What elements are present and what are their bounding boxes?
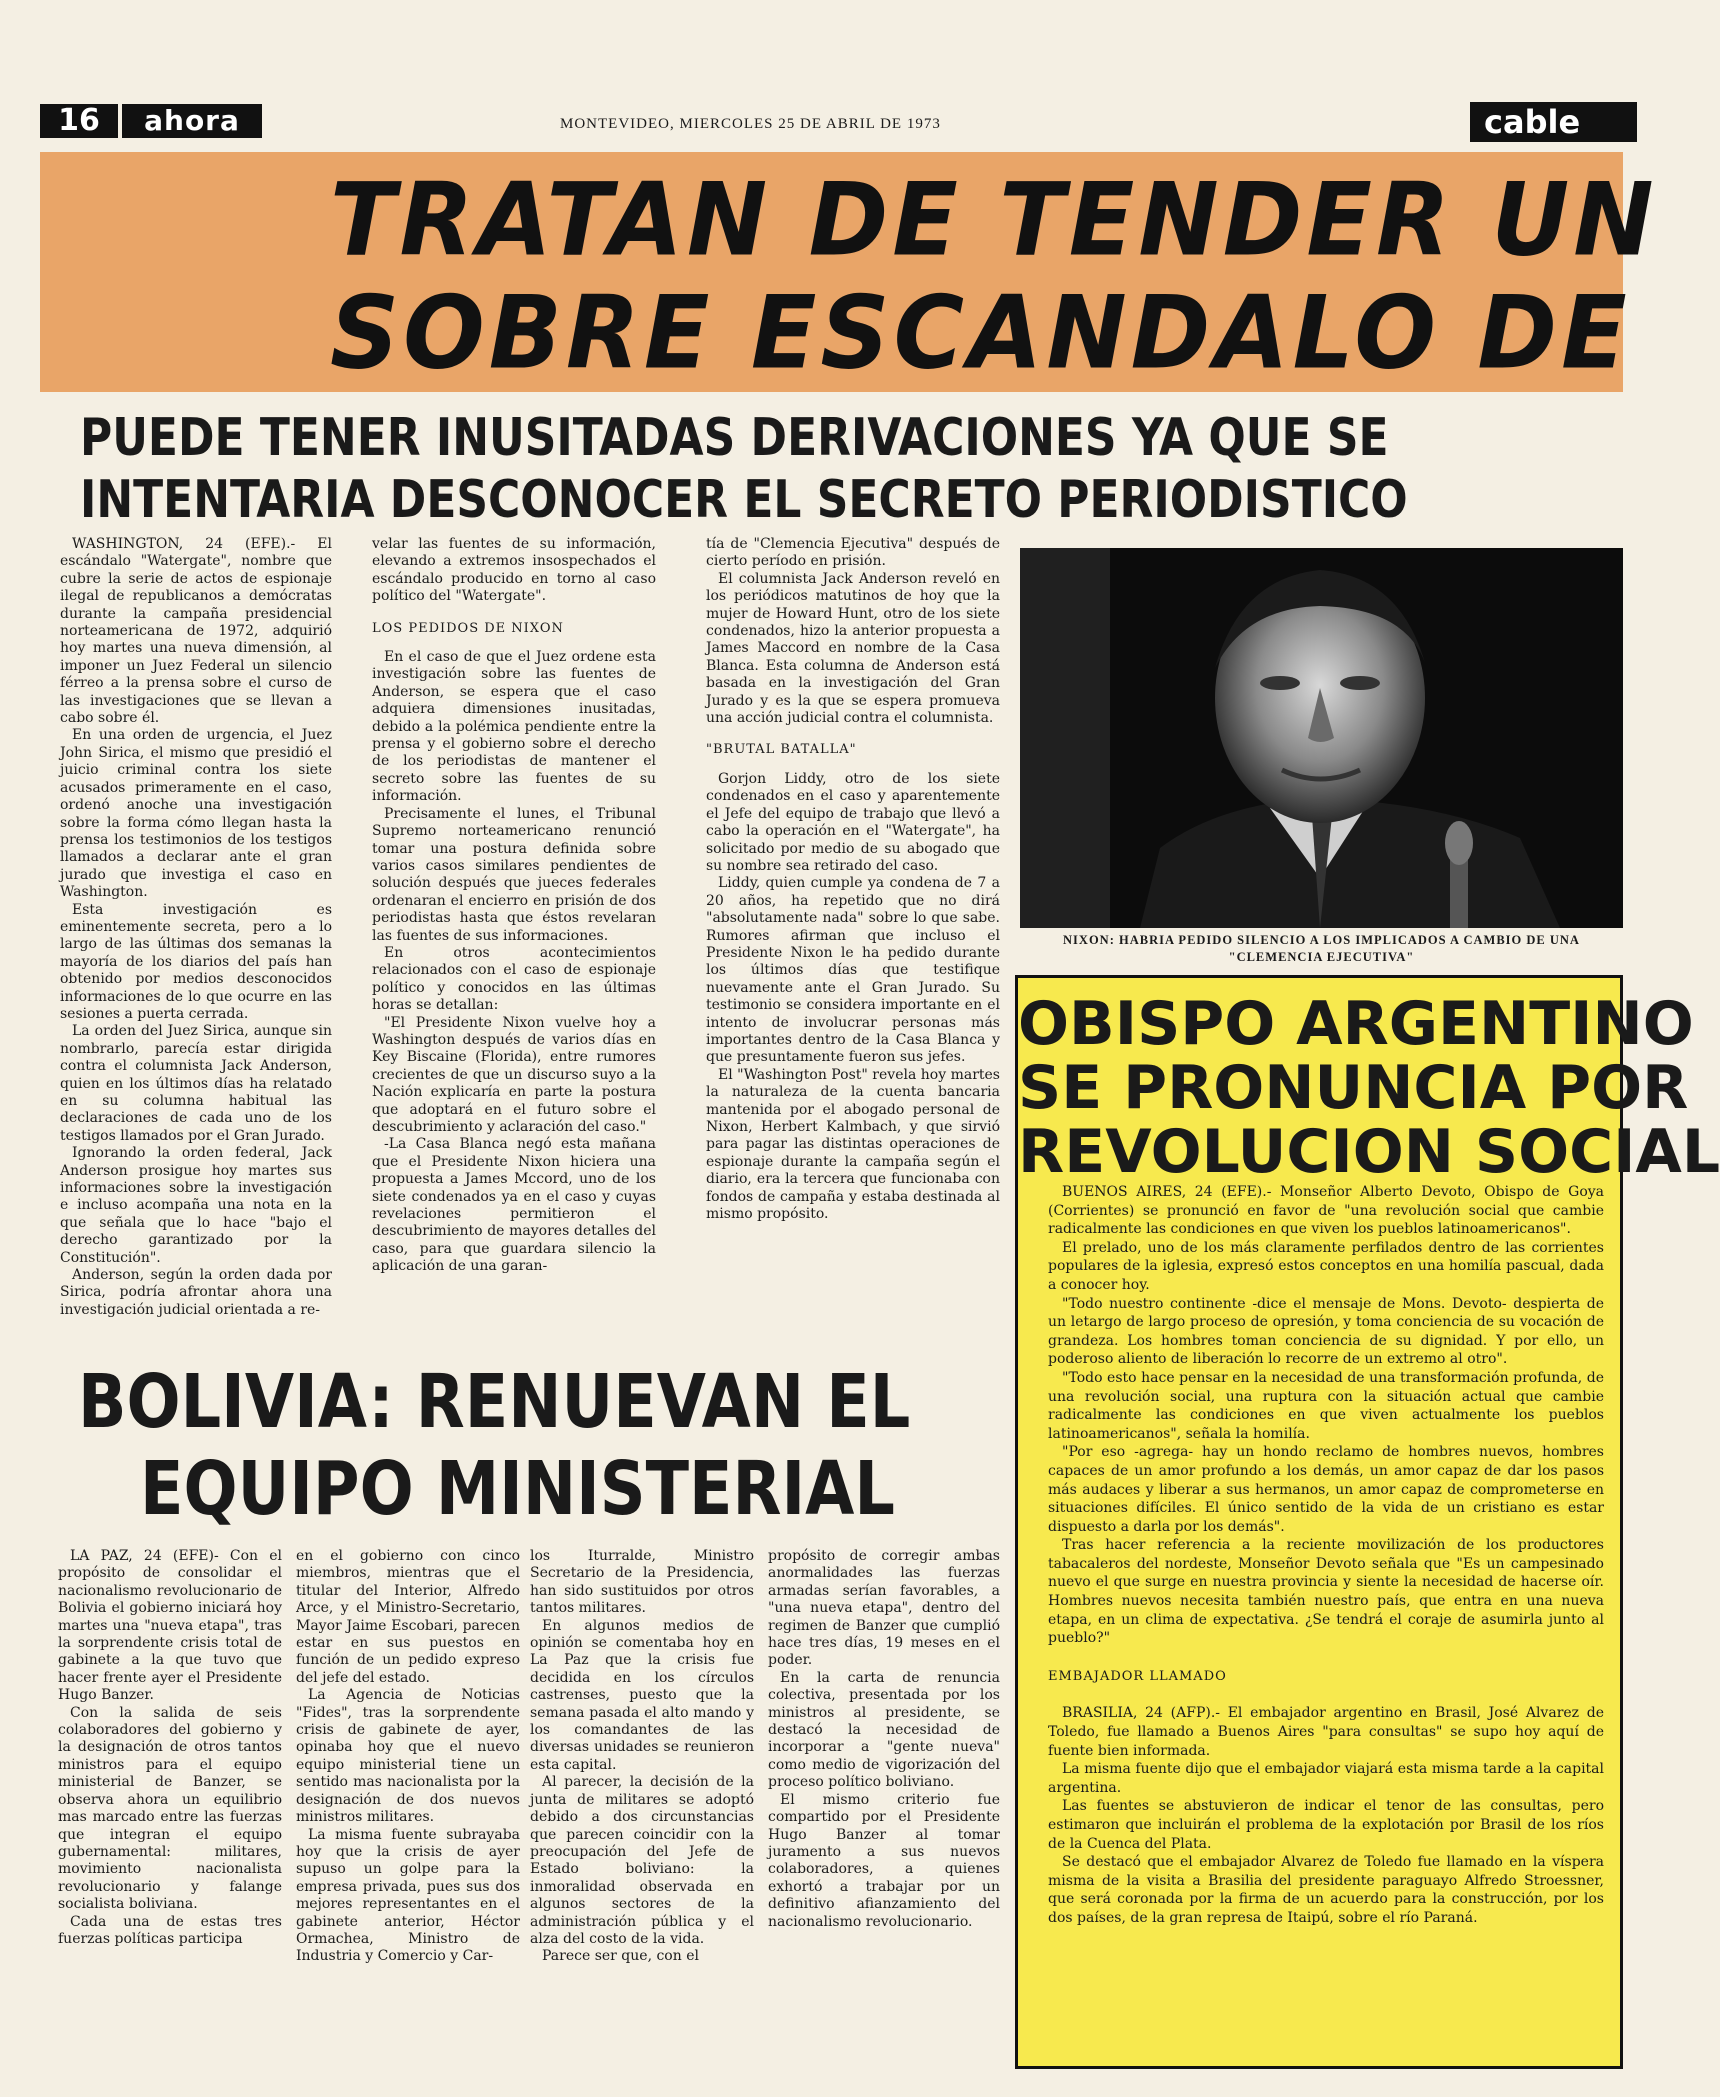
paragraph: "Todo nuestro continente -dice el mensaje de Mons. Devoto- despierta de un letargo de largo proceso de opresión, y toma conciencia de su vocación de grandeza. Los hombres toman conciencia de su dignidad. Y por ello, un poderoso aliento de liberación lo recorre de un extremo al otro". [1048,1295,1604,1368]
paragraph: Esta investigación es eminentemente secreta, pero a lo largo de las últimas dos semanas la mayoría de los diarios del país han obtenido por medios desconocidos informaciones de lo que ocurre en las sesiones a puerta cerrada. [60,901,332,1022]
watergate-column-3 [706,536,1000,1223]
watergate-column-1 [60,536,332,1319]
paragraph: "Por eso -agrega- hay un hondo reclamo de hombres nuevos, hombres capaces de un amor profundo a los demás, un amor capaz de dar los pasos más audaces y liberar a sus hermanos, un amor capaz de comprometerse en situaciones difíciles. El único sentido de la vida de un cristiano es estar dispuesto a darla por los demás". [1048,1444,1604,1535]
section-subhead: "BRUTAL BATALLA" [706,742,857,758]
bolivia-headline-line2: EQUIPO MINISTERIAL [140,1446,895,1532]
paragraph: "El Presidente Nixon vuelve hoy a Washington después de varios días en Key Biscaine (Florida), entre rumores crecientes de que un discurso suyo a la Nación explicaría en parte la postura que adoptará en el futuro sobre el descubrimiento y aclaración del caso." [372,1014,656,1135]
obispo-title-line1: OBISPO ARGENTINO [1018,989,1694,1059]
banner-headline-line1: TRATAN DE TENDER UN [330,161,1658,279]
banner-headline-line2: SOBRE ESCANDALO DE [330,274,1631,392]
paragraph: tía de "Clemencia Ejecutiva" después de cierto período en prisión. [706,536,1000,570]
obispo-title-line2: SE PRONUNCIA POR [1018,1053,1689,1123]
nixon-photo [1020,548,1623,928]
paragraph: propósito de corregir ambas anormalidades las fuerzas armadas serían favorables, a "una nueva etapa", dentro del regimen de Banzer que cumplió hace tres días, 19 meses en el poder. [768,1548,1000,1669]
bolivia-headline-line1: BOLIVIA: RENUEVAN EL [78,1359,911,1445]
bolivia-column-2 [296,1548,520,1966]
nixon-photo-image [1020,548,1623,928]
paragraph: BUENOS AIRES, 24 (EFE).- Monseñor Alberto Devoto, Obispo de Goya (Corrientes) se pronunció en favor de "una revolución social que cambie radicalmente las condiciones en que viven los pueblos latinoamericanos". [1048,1184,1604,1238]
paragraph: En otros acontecimientos relacionados con el caso de espionaje político y conocidos en las últimas horas se detallan: [372,944,656,1014]
paragraph: La Agencia de Noticias "Fides", tras la sorprendente crisis de gabinete de ayer, opinaba hoy que el nuevo equipo ministerial tiene un sentido mas nacionalista por la designación de dos nuevos ministros militares. [296,1687,520,1826]
subheadline-line2: INTENTARIA DESCONOCER EL SECRETO PERIODISTICO [80,470,1408,530]
paragraph: La orden del Juez Sirica, aunque sin nombrarlo, parecía estar dirigida contra el columnista Jack Anderson, quien en los últimos días ha relatado en su columna habitual las declaraciones de cada uno de los testigos llamados por el Gran Jurado. [60,1023,332,1144]
paragraph: LA PAZ, 24 (EFE)- Con el propósito de consolidar el nacionalismo revolucionario de Bolivia el gobierno iniciará hoy martes una "nueva etapa", tras la sorprendente crisis total de gabinete a la que tuvo que hacer frente ayer el Presidente Hugo Banzer. [58,1548,282,1704]
paragraph: "Todo esto hace pensar en la necesidad de una transformación profunda, de una revolución social, una ruptura con la situación actual que cambie radicalmente las condiciones en que viven actualmente los pueblos latinoamericanos", señala la homilía. [1048,1369,1604,1442]
paragraph: Se destacó que el embajador Alvarez de Toledo fue llamado en la víspera misma de la visita a Brasilia del presidente paraguayo Alfredo Stroessner, que será coronada por la firma de un acuerdo para la construcción, por los dos países, de la gran represa de Itaipú, sobre el río Paraná. [1048,1854,1604,1926]
paragraph: Las fuentes se abstuvieron de indicar el tenor de las consultas, pero estimaron que incluirán el problema de la explotación por Brasil de los ríos de la Cuenca del Plata. [1048,1798,1604,1852]
paragraph: -La Casa Blanca negó esta mañana que el Presidente Nixon hiciera una propuesta a James Mccord, uno de los siete condenados ya en el caso y cuyas revelaciones permitieron el descubrimiento de mayores detalles del caso, para que guardara silencio la aplicación de una garan- [372,1136,656,1275]
section-subhead: EMBAJADOR LLAMADO [1048,1668,1227,1684]
paragraph: En el caso de que el Juez ordene esta investigación sobre las fuentes de Anderson, se espera que el caso adquiera dimensiones inusitadas, debido a la polémica pendiente entre la prensa y el gobierno sobre el derecho de los periodistas de mantener el secreto sobre las fuentes de su información. [372,649,656,805]
paragraph: en el gobierno con cinco miembros, mientras que el titular del Interior, Alfredo Arce, y el Ministro-Secretario, Mayor Jaime Escobari, parecen estar en sus puestos en función de un pedido expreso del jefe del estado. [296,1548,520,1686]
paragraph: Parece ser que, con el [542,1948,699,1965]
paragraph: Cada una de estas tres fuerzas políticas participa [58,1913,282,1947]
paragraph: En algunos medios de opinión se comentaba hoy en La Paz que la crisis fue decidida en los círculos castrenses, puesto que la semana pasada el alto mando y los comandantes de las diversas unidades se reunieron esta capital. [530,1617,754,1773]
paragraph: El mismo criterio fue compartido por el Presidente Hugo Banzer al tomar juramento a sus nuevos colaboradores, a quienes exhortó a trabajar por un definitivo afianzamiento del nacionalismo revolucionario. [768,1791,1000,1930]
paragraph: Tras hacer referencia a la reciente movilización de los productores tabacaleros del nordeste, Monseñor Devoto señala que "Es un campesinado nuevo el que surge en nuestra provincia y siente la necesidad de hacerse oír. Hombres nuevos necesita también nuestro país, que entra en una nueva etapa, en un clima de expectativa. ¿Se tendrá el coraje de asumirla junto al pueblo?" [1048,1537,1604,1647]
paragraph: BRASILIA, 24 (AFP).- El embajador argentino en Brasil, José Alvarez de Toledo, fue llamado a Buenos Aires "para consultas" se supo hoy aquí de fuente bien informada. [1048,1705,1604,1759]
obispo-body [1048,1183,1604,1928]
paragraph: velar las fuentes de su información, elevando a extremos insospechados el escándalo producido en torno al caso político del "Watergate". [372,536,656,605]
paragraph: En la carta de renuncia colectiva, presentada por los ministros al presidente, se destacó la necesidad de incorporar a "gente nueva" como medio de vigorización del proceso político boliviano. [768,1669,1000,1791]
paragraph: La misma fuente dijo que el embajador viajará esta misma tarde a la capital argentina. [1048,1761,1604,1796]
watergate-column-2 [372,536,656,1276]
paper-name: ahora [122,104,262,138]
obispo-title-line3: REVOLUCION SOCIAL [1018,1117,1720,1187]
paragraph: Con la salida de seis colaboradores del gobierno y la designación de otros tantos ministros para el equipo ministerial de Banzer, se observa ahora un equilibrio mas marcado entre las fuerzas que integran el equipo gubernamental: militares, movimiento nacionalista revolucionario y falange socialista boliviana. [58,1704,282,1913]
paragraph: Precisamente el lunes, el Tribunal Supremo norteamericano renunció tomar una postura definida sobre varios casos similares pendientes de solución después que jueces federales ordenaran el encierro en prisión de dos periodistas hasta que éstos revelaran las fuentes de sus informaciones. [372,805,656,944]
paragraph: WASHINGTON, 24 (EFE).- El escándalo "Watergate", nombre que cubre la serie de actos de espionaje ilegal de republicanos a demócratas durante la campaña presidencial norteamericana de 1972, adquirió hoy martes una nueva dimensión, al imponer un Juez Federal un silencio férreo a la prensa sobre el curso de las investigaciones que se llevan a cabo sobre él. [60,536,332,727]
paragraph: El prelado, uno de los más claramente perfilados dentro de las corrientes populares de la iglesia, expresó estos conceptos en una homilía pascual, dada a conocer hoy. [1048,1239,1604,1293]
paragraph: El "Washington Post" revela hoy martes la naturaleza de la cuenta bancaria mantenida por el abogado personal de Nixon, Herbert Kalmbach, y que sirvió para pagar las distintas operaciones de espionaje durante la campaña según el diario, era la tercera que funcionaba con fondos de campaña y estaba destinada al mismo propósito. [706,1066,1000,1223]
paragraph: El columnista Jack Anderson reveló en los periódicos matutinos de hoy que la mujer de Howard Hunt, otro de los siete condenados, hizo la anterior propuesta a James Maccord en nombre de la Casa Blanca. Esta columna de Anderson está basada en la investigación del Gran Jurado y es la que se espera promueva una acción judicial contra el columnista. [706,570,1000,727]
section-label: cable [1470,102,1637,142]
bolivia-column-4 [768,1548,1000,1931]
paragraph: Ignorando la orden federal, Jack Anderson prosigue hoy martes sus informaciones sobre la investigación e incluso acompaña una nota en la que señala que lo hace "bajo el derecho garantizado por la Constitución". [60,1145,332,1266]
page-number: 16 [40,104,118,138]
paragraph: La misma fuente subrayaba hoy que la crisis de ayer supuso un golpe para la empresa privada, pues sus dos mejores representantes en el gabinete anterior, Héctor Ormachea, Ministro de Industria y Comercio y Car- [296,1826,520,1965]
section-subhead: LOS PEDIDOS DE NIXON [372,620,564,636]
paragraph: Anderson, según la orden dada por Sirica, podría afrontar ahora una investigación judicial orientada a re- [60,1267,332,1318]
dateline: MONTEVIDEO, MIERCOLES 25 DE ABRIL DE 1973 [560,116,941,132]
bolivia-column-1 [58,1548,282,1948]
paragraph: En una orden de urgencia, el Juez John Sirica, el mismo que presidió el juicio criminal contra los siete acusados primeramente en el caso, ordenó anoche una investigación sobre la forma cómo llegan hasta la prensa los testimonios de los testigos llamados a declarar ante el gran jurado que investiga el caso en Washington. [60,727,332,901]
photo-caption: NIXON: HABRIA PEDIDO SILENCIO A LOS IMPLICADOS A CAMBIO DE UNA "CLEMENCIA EJECUTIVA" [1063,933,1580,964]
bolivia-column-3 [530,1548,754,1966]
subheadline-line1: PUEDE TENER INUSITADAS DERIVACIONES YA QUE SE [80,408,1389,468]
paragraph: los Iturralde, Ministro Secretario de la Presidencia, han sido sustituidos por otros tantos militares. [530,1548,754,1617]
paragraph: Al parecer, la decisión de la junta de militares se adoptó debido a dos circunstancias que parecen coincidir con la preocupación del Jefe de Estado boliviano: la inmoralidad observada en algunos sectores de la administración pública y el alza del costo de la vida. [530,1774,754,1947]
paragraph: Liddy, quien cumple ya condena de 7 a 20 años, ha repetido que no dirá "absolutamente nada" sobre lo que sabe. Rumores afirman que incluso el Presidente Nixon le ha pedido durante los últimos días que testifique nuevamente ante el Gran Jurado. Su testimonio se considera importante en el intento de involucrar personas más importantes dentro de la Casa Blanca y que presuntamente fueron sus jefes. [706,875,1000,1066]
paragraph: Gorjon Liddy, otro de los siete condenados en el caso y aparentemente el Jefe del equipo de trabajo que llevó a cabo la operación en el "Watergate", ha solicitado por medio de su abogado que su nombre sea retirado del caso. [706,770,1000,874]
